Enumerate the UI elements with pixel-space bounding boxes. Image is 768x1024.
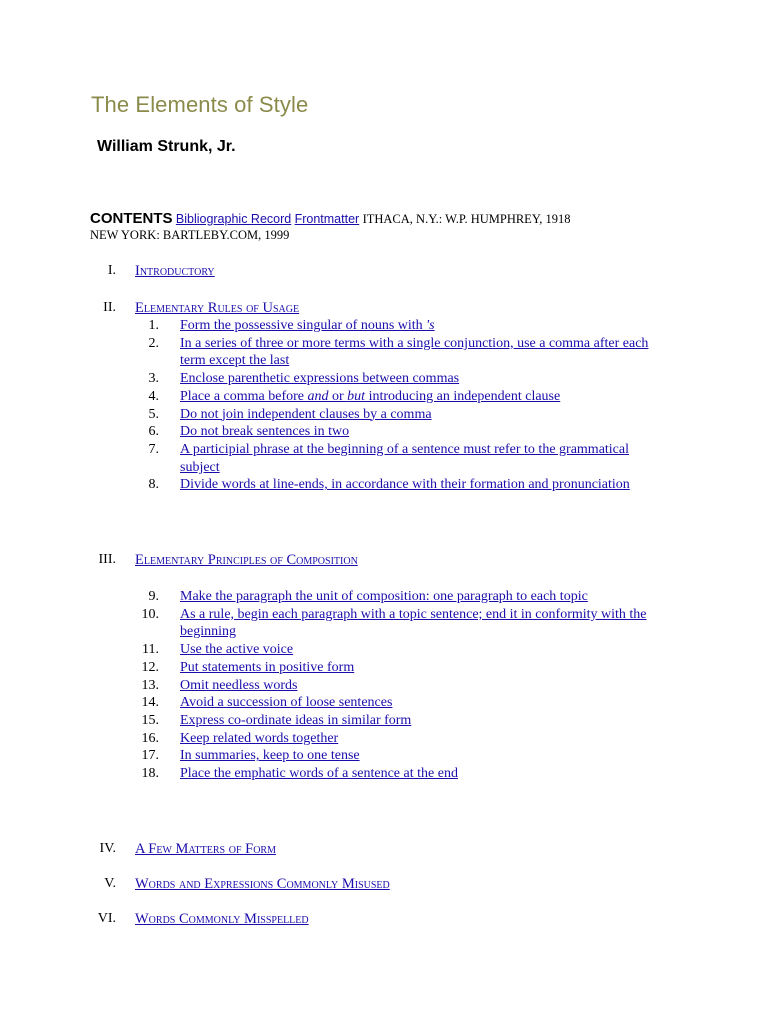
page-title: The Elements of Style <box>91 92 309 117</box>
list-item <box>0 606 768 641</box>
list-item <box>0 388 768 406</box>
rule-number: 11. <box>142 642 159 658</box>
part-numeral: V. <box>104 876 116 891</box>
rule-number: 15. <box>141 712 159 728</box>
part-link-matters-of-form[interactable]: A Few Matters of Form <box>135 841 276 857</box>
list-item <box>0 730 768 748</box>
rule-link[interactable]: Express co-ordinate ideas in similar form <box>180 712 412 728</box>
part-link-principles-of-composition[interactable]: Elementary Principles of Composition <box>135 552 358 568</box>
list-item <box>0 423 768 441</box>
rule-link[interactable]: Avoid a succession of loose sentences <box>180 695 393 711</box>
rule-link[interactable]: In summaries, keep to one tense <box>180 748 360 764</box>
part-numeral: VI. <box>97 911 116 926</box>
rule-link[interactable]: Use the active voice <box>180 642 294 658</box>
list-item <box>0 335 768 370</box>
part-link-introductory[interactable]: Introductory <box>135 263 215 279</box>
rule-link[interactable]: Keep related words together <box>180 730 339 746</box>
rule-number: 12. <box>141 659 159 675</box>
imprint-new-york: NEW YORK: BARTLEBY.COM, 1999 <box>90 228 290 242</box>
rule-number: 16. <box>141 730 159 746</box>
part-link-words-misspelled[interactable]: Words Commonly Misspelled <box>135 911 309 927</box>
rule-link[interactable]: Divide words at line-ends, in accordance with their formation and pronunciation <box>180 477 630 493</box>
part-numeral: II. <box>103 300 116 315</box>
rule-number: 14. <box>141 695 159 711</box>
part-numeral: III. <box>98 552 116 567</box>
bibliographic-record-link[interactable]: Bibliographic Record <box>175 212 292 226</box>
rule-number: 4. <box>148 388 159 404</box>
rule-link[interactable]: In a series of three or more terms with a single conjunction, use a comma after each term except the last <box>180 335 649 369</box>
rule-link[interactable]: A participial phrase at the beginning of a sentence must refer to the grammatical subject <box>180 441 629 475</box>
rule-link[interactable]: Place the emphatic words of a sentence at the end <box>180 766 458 782</box>
rule-number: 13. <box>141 677 159 693</box>
rule-number: 17. <box>141 748 159 764</box>
rule-link[interactable]: Enclose parenthetic expressions between commas <box>180 371 460 387</box>
rule-number: 2. <box>148 335 159 351</box>
imprint-ithaca: ITHACA, N.Y.: W.P. HUMPHREY, 1918 <box>362 212 571 226</box>
list-item <box>0 588 768 606</box>
list-item <box>0 694 768 712</box>
rule-link[interactable]: Place a comma before and or but introducing an independent clause <box>180 388 561 404</box>
contents-label: CONTENTS <box>90 210 173 227</box>
author-name: William Strunk, Jr. <box>97 138 236 155</box>
rule-number: 10. <box>141 606 159 622</box>
rule-link[interactable]: Omit needless words <box>180 677 298 693</box>
list-item <box>0 659 768 677</box>
list-item <box>0 641 768 659</box>
rule-link[interactable]: Do not break sentences in two <box>180 424 350 440</box>
part-numeral: IV. <box>99 841 116 856</box>
part-link-words-misused[interactable]: Words and Expressions Commonly Misused <box>135 876 390 892</box>
list-item <box>0 370 768 388</box>
rule-link[interactable]: Make the paragraph the unit of composition: one paragraph to each topic <box>180 589 588 604</box>
list-item <box>0 476 768 494</box>
rule-link[interactable]: As a rule, begin each paragraph with a topic sentence; end it in conformity with the beginning <box>180 606 647 640</box>
contents-header <box>90 210 571 228</box>
rule-number: 18. <box>141 766 159 782</box>
list-item <box>0 712 768 730</box>
rule-number: 6. <box>148 424 159 440</box>
rules-of-usage-list <box>0 317 768 494</box>
list-item <box>0 765 768 783</box>
rule-number: 9. <box>148 589 159 604</box>
rule-number: 7. <box>148 441 159 457</box>
rule-link[interactable]: Do not join independent clauses by a comma <box>180 406 432 422</box>
rule-number: 5. <box>148 406 159 422</box>
list-item <box>0 747 768 765</box>
part-numeral: I. <box>107 263 116 278</box>
list-item <box>0 406 768 424</box>
rule-link[interactable]: Put statements in positive form <box>180 659 355 675</box>
rule-number: 3. <box>148 371 159 387</box>
frontmatter-link[interactable]: Frontmatter <box>294 212 360 226</box>
list-item <box>0 441 768 476</box>
part-link-rules-of-usage[interactable]: Elementary Rules of Usage <box>135 300 300 316</box>
list-item <box>0 317 768 335</box>
rule-number: 8. <box>148 477 159 493</box>
rule-link[interactable]: Form the possessive singular of nouns with 's <box>180 318 435 333</box>
list-item <box>0 677 768 695</box>
principles-of-composition-list <box>0 588 768 783</box>
rule-number: 1. <box>148 318 159 333</box>
